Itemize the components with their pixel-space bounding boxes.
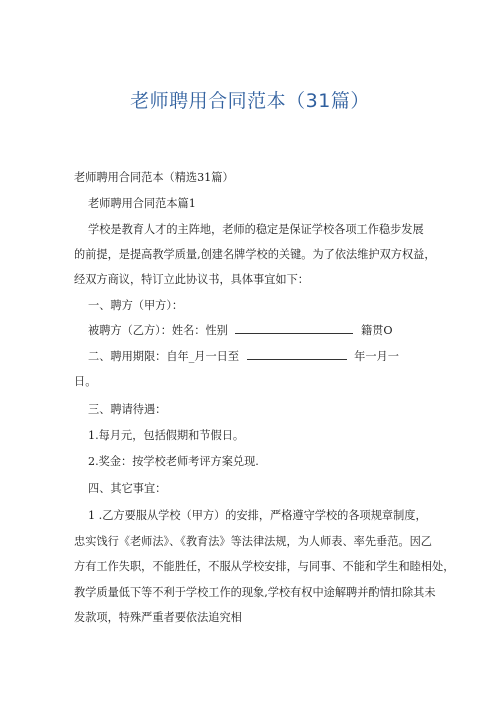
clause-3-item-1: 1.每月元，包括假期和节假日。: [88, 429, 245, 442]
clause-2-prefix: 二、聘用期限：自年_月一日至: [88, 350, 240, 363]
clause-2-end: 日。: [74, 375, 97, 388]
section-heading: 老师聘用合同范本篇1: [88, 197, 196, 210]
clause-2-suffix: 年一月一: [354, 350, 399, 363]
intro-line-1: 学校是教育人才的主阵地，老师的稳定是保证学校各项工作稳步发展: [88, 223, 424, 236]
clause-1-employee-suffix: 籍贯O: [360, 324, 393, 337]
document-subtitle: 老师聘用合同范本（精选31篇）: [74, 171, 234, 184]
clause-3-heading: 三、聘请待遇：: [88, 403, 167, 416]
clause-3-item-2: 2.奖金：按学校老师考评方案兑现.: [88, 455, 259, 468]
clause-4-heading: 四、其它事宜：: [88, 482, 167, 495]
clause-4-line-1: 1 .乙方要服从学校（甲方）的安排，严格遵守学校的各项规章制度，: [88, 509, 427, 522]
document-title: 老师聘用合同范本（31篇）: [130, 90, 370, 112]
clause-4-line-4: 教学质量低下等不利于学校工作的现象,学校有权中途解聘并酌情扣除其未: [74, 586, 436, 599]
clause-1-employer: 一、聘方（甲方）：: [88, 299, 184, 312]
clause-1-employee: [88, 323, 393, 339]
clause-4-line-2: 忠实饯行《老师法》、《教育法》等法律法规，为人师表、率先垂范。因乙: [74, 535, 432, 548]
intro-line-3: 经双方商议，特订立此协议书，具体事宜如下：: [74, 273, 309, 286]
clause-4-line-3: 方有工作失职，不能胜任，不服从学校安排，与同事、不能和学生和睦相处，: [74, 560, 455, 573]
date-blank: [247, 349, 347, 360]
clause-2-period: [88, 349, 399, 365]
clause-1-employee-prefix: 被聘方（乙方）：姓名：性别: [88, 324, 228, 337]
intro-line-2: 的前提，是提高教学质量,创建名牌学校的关键。为了依法维护双方权益，: [74, 248, 436, 261]
clause-4-line-5: 发款项，特殊严重者要依法追究相: [74, 611, 242, 624]
gender-blank: [235, 323, 353, 334]
